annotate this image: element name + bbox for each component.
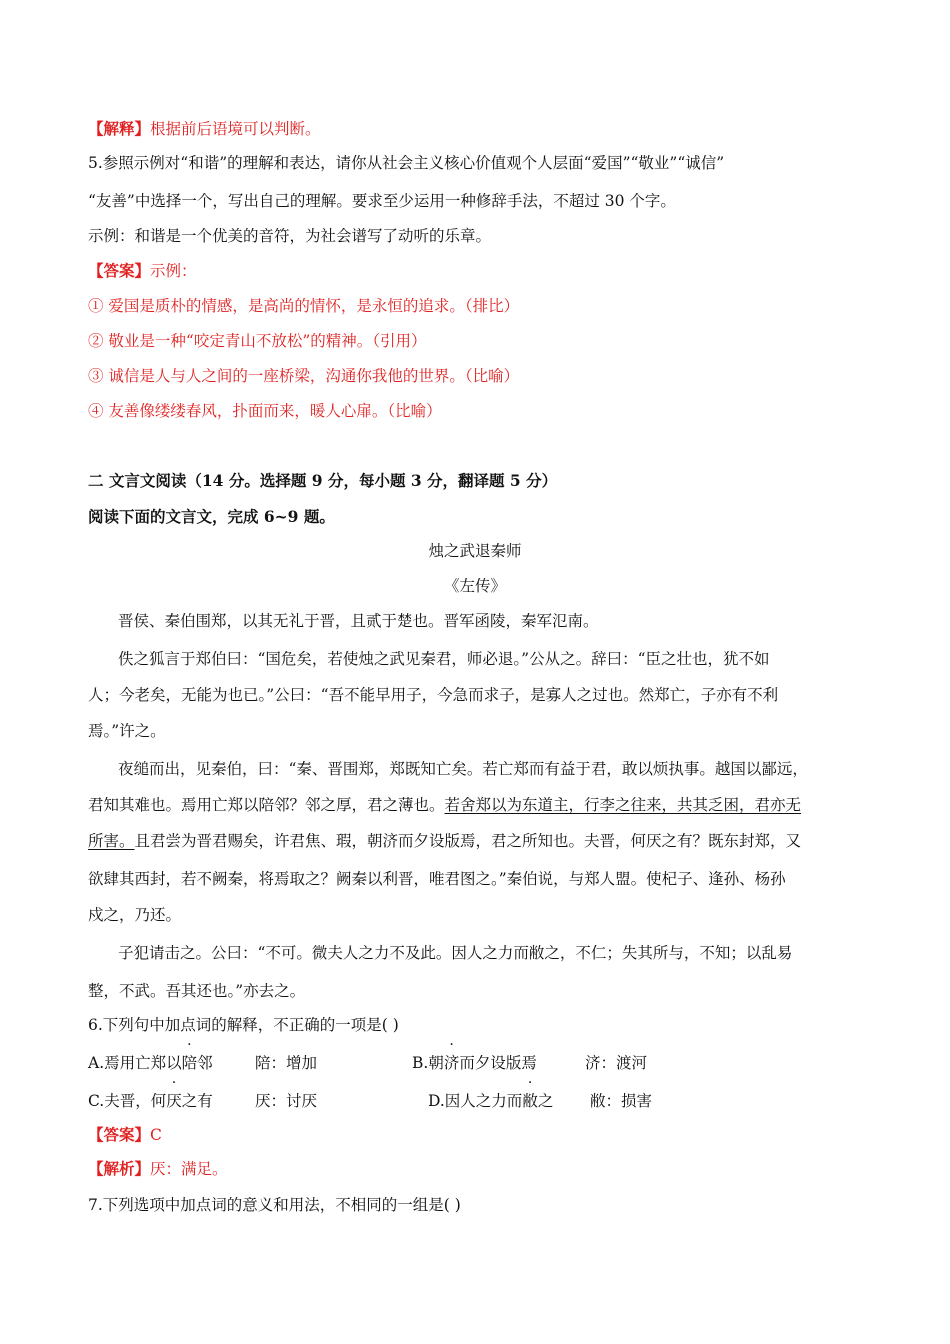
q6-option-c-def: 厌：讨厌 — [255, 1092, 318, 1110]
p3-line3-underlined: 所害。 — [88, 832, 135, 850]
explain-tag: 【解释】 — [88, 119, 151, 138]
p3-line2-plain: 君知其难也。焉用亡郑以陪邻？邻之厚，君之薄也。 — [88, 796, 445, 814]
q6-option-d — [428, 1090, 553, 1112]
analysis-text: 厌：满足。 — [150, 1160, 228, 1178]
q5-answer-1: ① 爱国是质朴的情感，是高尚的情怀，是永恒的追求。（排比） — [88, 297, 520, 315]
passage-p3-line5: 戍之，乃还。 — [88, 906, 182, 924]
q5-answer — [88, 260, 197, 282]
answer-text: C — [150, 1126, 162, 1144]
passage-p2-line1: 佚之狐言于郑伯曰：“国危矣，若使烛之武见秦君，师必退。”公从之。辞曰：“臣之壮也，犹不如 — [118, 650, 770, 668]
option-a-text: A.焉用亡郑以 — [88, 1054, 182, 1072]
q6-stem: 6.下列句中加点词的解释，不正确的一项是( ) — [88, 1016, 399, 1034]
q6-option-b — [412, 1052, 537, 1074]
q5-stem-line1: 5.参照示例对“和谐”的理解和表达，请你从社会主义核心价值观个人层面“爱国”“敬业”“诚信” — [88, 154, 725, 172]
q6-option-d-def: 敝：损害 — [590, 1092, 653, 1110]
answer-tag: 【答案】 — [88, 261, 151, 280]
option-b-text: B.朝 — [412, 1054, 444, 1072]
passage-title: 烛之武退秦师 — [428, 542, 522, 560]
passage-p1: 晋侯、秦伯围郑，以其无礼于晋，且贰于楚也。晋军函陵，秦军氾南。 — [118, 612, 599, 630]
passage-p4-line1: 子犯请击之。公曰：“不可。微夫人之力不及此。因人之力而敝之，不仁；失其所与，不知；以乱易 — [118, 944, 793, 962]
section2-heading: 二 文言文阅读（14 分。选择题 9 分，每小题 3 分，翻译题 5 分） — [88, 471, 558, 490]
q5-example: 示例：和谐是一个优美的音符，为社会谱写了动听的乐章。 — [88, 227, 492, 245]
option-c-text: C.夫晋，何 — [88, 1092, 167, 1110]
option-c-dotted-word: 厌 — [166, 1092, 182, 1110]
answer-text: 示例： — [150, 262, 197, 280]
option-d-text-end: 之 — [537, 1092, 554, 1110]
q6-option-a — [88, 1052, 213, 1074]
p3-line2-underlined: 若舍郑以为东道主，行李之往来，共其乏困，君亦无 — [444, 796, 802, 814]
answer-tag: 【答案】 — [88, 1125, 151, 1144]
option-a-dotted-word: 陪 — [181, 1054, 198, 1072]
passage-p3-line2 — [88, 794, 801, 816]
q6-option-c — [88, 1090, 213, 1112]
passage-p4-line2: 整，不武。吾其还也。”亦去之。 — [88, 982, 306, 1000]
p3-line3-plain: 且君尝为晋君赐矣，许君焦、瑕，朝济而夕设版焉，君之所知也。夫晋，何厌之有？既东封郑，又 — [134, 832, 802, 850]
passage-p2-line2: 人；今老矣，无能为也已。”公曰：“吾不能早用子，今急而求子，是寡人之过也。然郑亡，子亦有不利 — [88, 686, 779, 704]
q6-answer — [88, 1124, 162, 1146]
option-b-text-end: 而夕设版焉 — [459, 1054, 537, 1072]
passage-p3-line4: 欲肆其西封，若不阙秦，将焉取之？阙秦以利晋，唯君图之。”秦伯说，与郑人盟。使杞子、逢孙、杨孙 — [88, 870, 786, 888]
q5-answer-4: ④ 友善像缕缕春风，扑面而来，暖人心扉。（比喻） — [88, 402, 442, 420]
passage-source: 《左传》 — [443, 577, 506, 595]
q5-answer-3: ③ 诚信是人与人之间的一座桥梁，沟通你我他的世界。（比喻） — [88, 367, 520, 385]
q7-stem: 7.下列选项中加点词的意义和用法，不相同的一组是( ) — [88, 1196, 461, 1214]
q6-analysis — [88, 1158, 228, 1180]
option-b-dotted-word: 济 — [443, 1054, 460, 1072]
option-a-text-end: 邻 — [197, 1054, 213, 1072]
q6-option-b-def: 济：渡河 — [585, 1054, 648, 1072]
analysis-tag: 【解析】 — [88, 1159, 151, 1178]
q5-answer-2: ② 敬业是一种“咬定青山不放松”的精神。（引用） — [88, 332, 427, 350]
option-d-dotted-word: 敝 — [522, 1092, 538, 1110]
q6-option-a-def: 陪：增加 — [255, 1054, 318, 1072]
option-c-text-end: 之有 — [181, 1092, 213, 1110]
passage-p3-line3 — [88, 830, 801, 852]
passage-p3-line1: 夜缒而出，见秦伯，曰：“秦、晋围郑，郑既知亡矣。若亡郑而有益于君，敢以烦执事。越国以鄙远， — [118, 760, 808, 778]
q5-stem-line2: “友善”中选择一个，写出自己的理解。要求至少运用一种修辞手法，不超过 30 个字。 — [88, 192, 676, 210]
section2-instruction: 阅读下面的文言文，完成 6~9 题。 — [88, 507, 335, 526]
explain-text: 根据前后语境可以判断。 — [150, 120, 321, 138]
passage-p2-line3: 焉。”许之。 — [88, 722, 166, 740]
q4-explanation — [88, 118, 321, 140]
option-d-text: D.因人之力而 — [428, 1092, 523, 1110]
